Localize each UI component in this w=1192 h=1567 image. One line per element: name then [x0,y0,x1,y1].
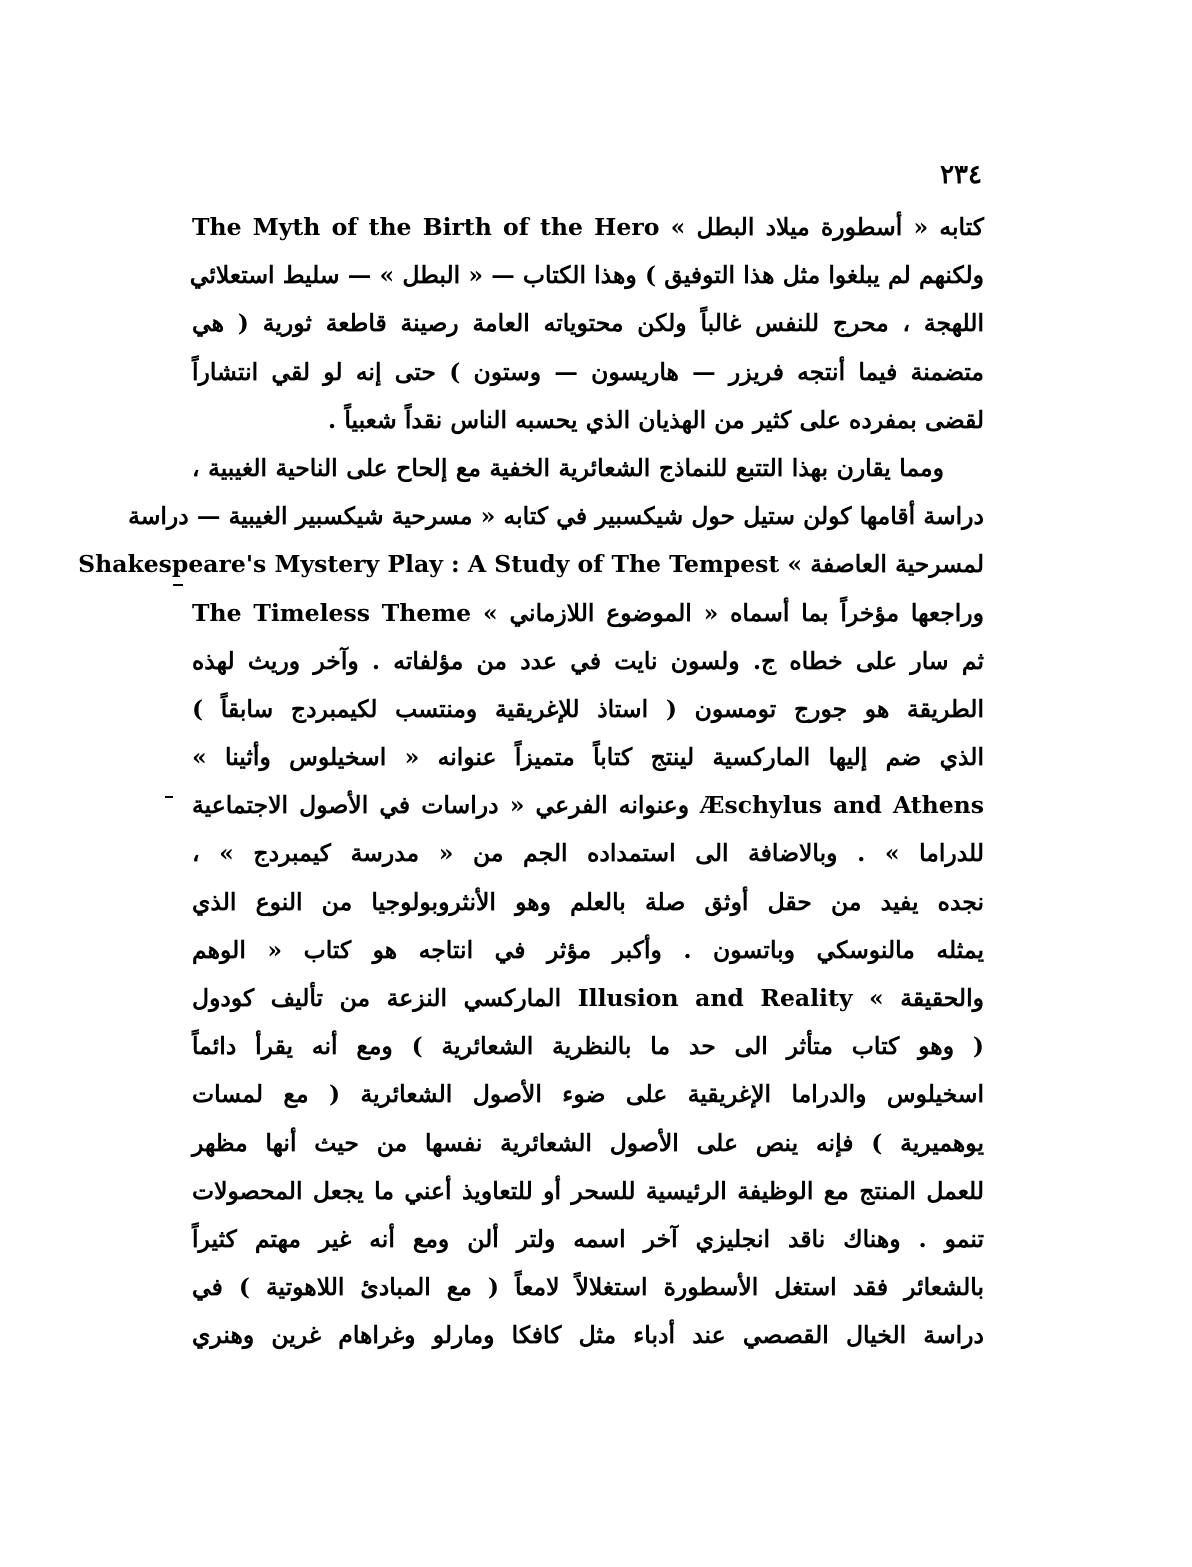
text-line: متضمنة فيما أنتجه فريزر — هاريسون — وستون ) حتى إنه لو لقي انتشاراً [192,357,984,386]
text-line: الذي ضم إليها الماركسية لينتج كتاباً متميزاً عنوانه « اسخيلوس وأثينا » [192,743,984,772]
text-line: نجده يفيد من حقل أوثق صلة بالعلم وهو الأنثروبولوجيا من النوع الذي [192,887,984,916]
text-line: ومما يقارن بهذا التتبع للنماذج الشعائرية الخفية مع إلحاح على الناحية الغيبية ، [192,453,944,482]
text-line: الطريقة هو جورج تومسون ( استاذ للإغريقية ومنتسب لكيمبردج سابقاً ) [192,694,984,723]
text-line: دراسة الخيال القصصي عند أدباء مثل كافكا ومارلو وغراهام غرين وهنري [192,1321,984,1350]
body-text [78,203,985,1360]
text-line: ولكنهم لم يبلغوا مثل هذا التوفيق ) وهذا الكتاب — « البطل » — سليط استعلائي [189,261,984,290]
text-line: والحقيقة » Illusion and Reality الماركسي النزعة من تأليف كودول [192,984,984,1012]
text-line: يوهميرية ) فإنه ينص على الأصول الشعائرية نفسها من حيث أنها مظهر [192,1128,984,1157]
text-line: للعمل المنتج مع الوظيفة الرئيسية للسحر أو للتعاويذ أعني ما يجعل المحصولات [192,1176,984,1205]
text-line: لقضى بمفرده على كثير من الهذيان الذي يحسبه الناس نقداً شعبياً . [327,405,984,434]
text-line: اللهجة ، محرج للنفس غالباً ولكن محتوياته العامة رصينة قاطعة ثورية ( هي [192,309,984,338]
margin-mark [165,796,173,798]
text-line: يمثله مالنوسكي وباتسون . وأكبر مؤثر في انتاجه هو كتاب « الوهم [192,935,984,964]
margin-mark [173,584,183,586]
text-line: للدراما » . وبالاضافة الى استمداده الجم من « مدرسة كيمبردج » ، [192,839,984,868]
text-line: ثم سار على خطاه ج. ولسون نايت في عدد من مؤلفاته . وآخر وريث لهذه [192,646,984,675]
page-number: ٢٣٤ [940,160,982,190]
text-line: دراسة أقامها كولن ستيل حول شيكسبير في كتابه « مسرحية شيكسبير الغيبية — دراسة [128,502,984,531]
text-line: وراجعها مؤخراً بما أسماه « الموضوع اللازماني » The Timeless Theme [192,598,984,627]
text-line: كتابه « أسطورة ميلاد البطل » The Myth of the Birth of the Hero [192,213,984,241]
text-line: اسخيلوس والدراما الإغريقية على ضوء الأصول الشعائرية ( مع لمسات [192,1080,984,1109]
text-line: ( وهو كتاب متأثر الى حد ما بالنظرية الشعائرية ) ومع أنه يقرأ دائماً [192,1032,984,1061]
text-line: تنمو . وهناك ناقد انجليزي آخر اسمه ولتر ألن ومع أنه غير مهتم كثيراً [192,1224,984,1253]
text-line: لمسرحية العاصفة » Shakespeare's Mystery Play : A Study of The Tempest [78,550,984,579]
text-line: بالشعائر فقد استغل الأسطورة استغلالاً لامعاً ( مع المبادئ اللاهوتية ) في [192,1273,984,1302]
text-line: Æschylus and Athens وعنوانه الفرعي « دراسات في الأصول الاجتماعية [192,791,985,820]
